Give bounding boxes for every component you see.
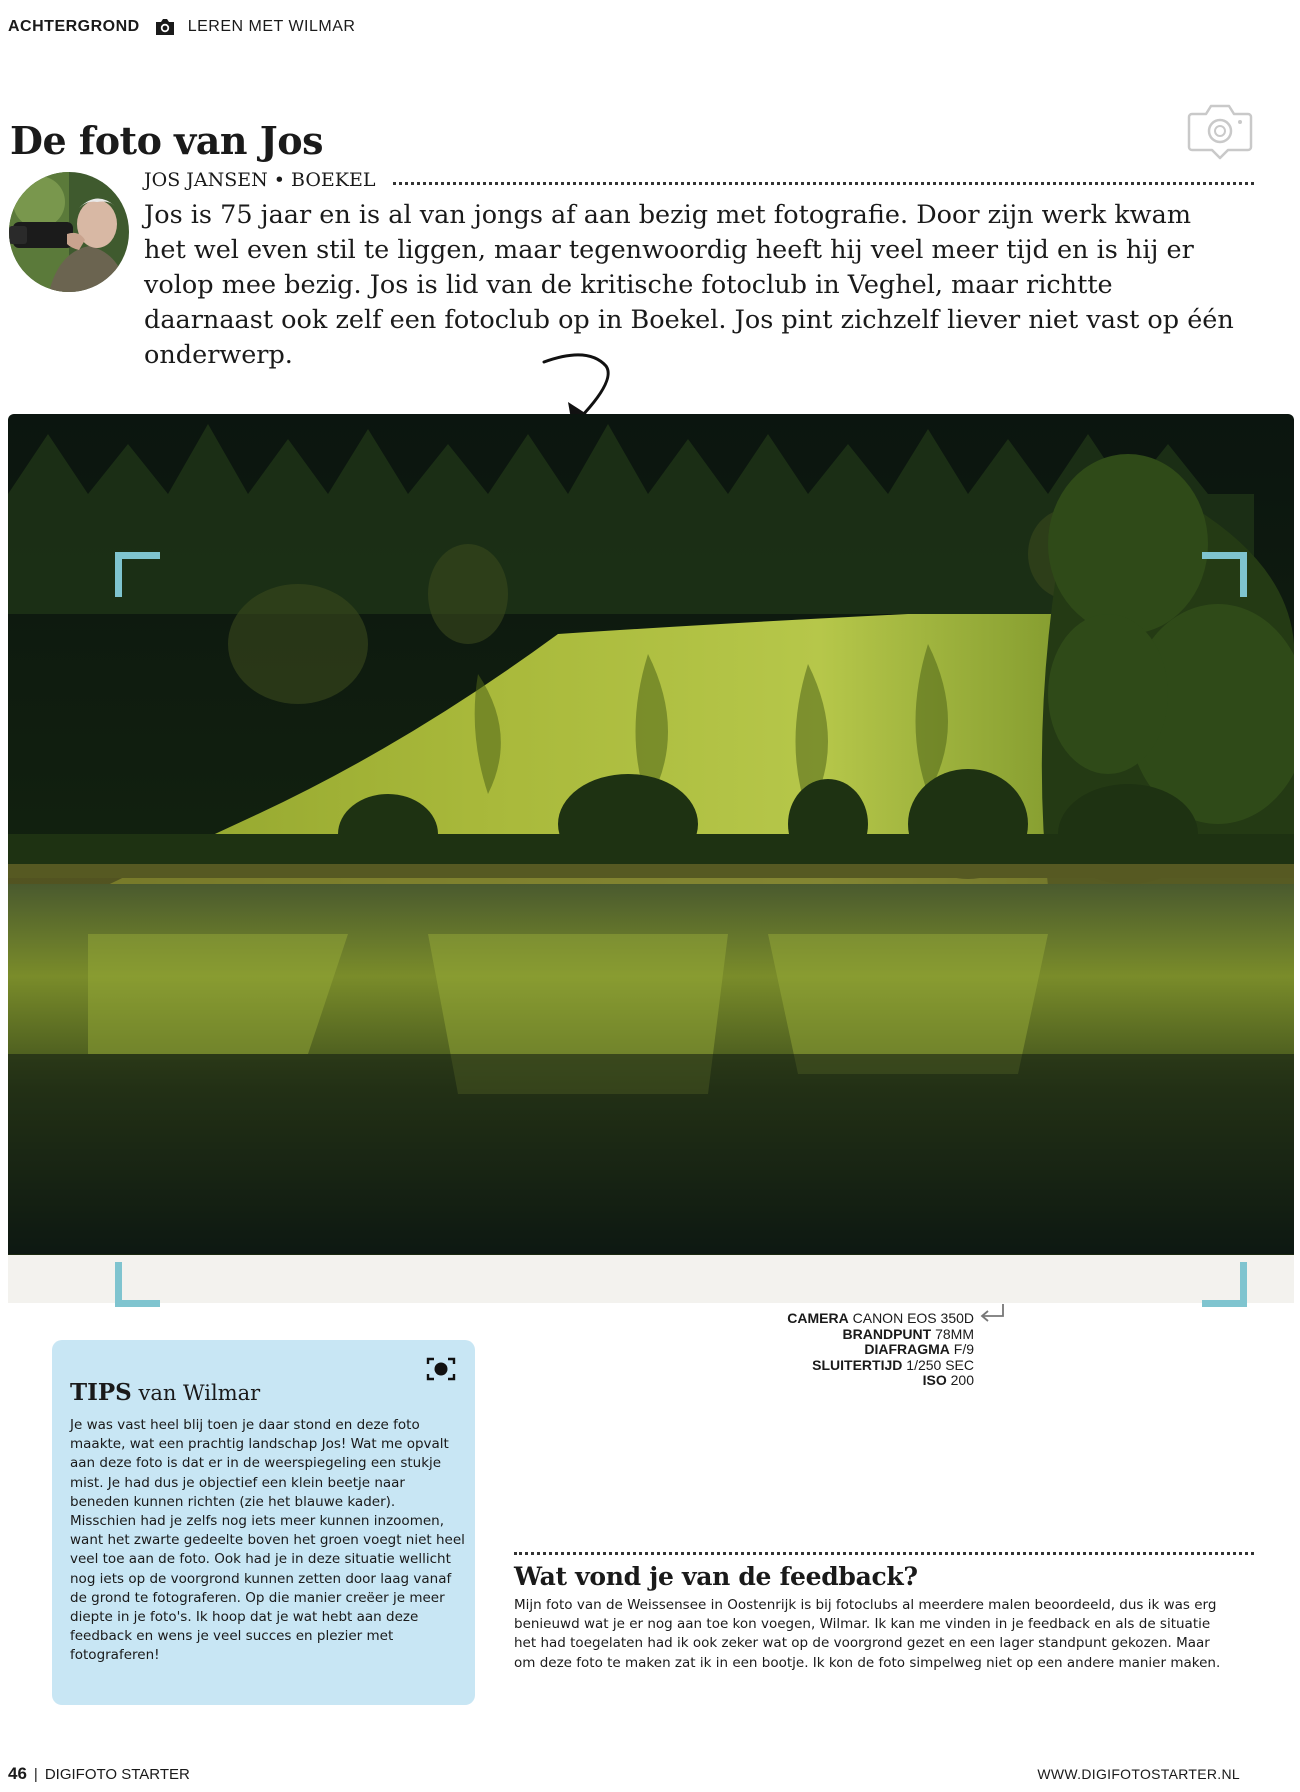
footer-separator: |	[33, 1765, 38, 1783]
camera-icon	[154, 17, 176, 37]
aperture-label: DIAFRAGMA	[864, 1341, 950, 1357]
tips-text: Je was vast heel blij toen je daar stond en deze foto maakte, wat een prachtig landschap Jos! Wat me opvalt aan deze foto is dat er in de weerspiegeling een stukje mist. Je had dus je objectief een klein beetje naar beneden kunnen richten (zie het blauwe kader). Misschien had je zelfs nog iets meer kunnen inzoomen, want het zwarte gedeelte boven het groen voegt niet heel veel toe aan de foto. Ook had je in deze situatie wellicht nog iets op de voorgrond kunnen zetten door laag vanaf de grond te fotograferen. Op die manier creëer je meer diepte in je foto's. Ik hoop dat je wat hebt aan deze feedback en wens je veel succes en plezier met fotograferen!	[70, 1417, 465, 1664]
focal-value: 78MM	[935, 1325, 974, 1342]
camera-label: CAMERA	[787, 1310, 849, 1326]
intro-text: Jos is 75 jaar en is al van jongs af aan bezig met fotografie. Door zijn werk kwam het wel even stil te liggen, maar tegenwoordig heeft hij veel meer tijd en is hij er volop mee bezig. Jos is lid van de kritische fotoclub in Veghel, maar richtte daarnaast ook zelf een fotoclub op in Boekel. Jos pint zichzelf liever niet vast op één onderwerp.	[144, 200, 1234, 370]
focal-label: BRANDPUNT	[842, 1325, 932, 1342]
feedback-text: Mijn foto van de Weissensee in Oostenrijk is bij fotoclubs al meerdere malen beoordeeld, dus ik was erg benieuwd wat je er nog aan toe kon voegen, Wilmar. Ik kan me vinden in je feedback en als de situatie het had toegelaten had ik ook zeker wat op de voorgrond gezet en een lager standpunt gekozen. Maar om deze foto te maken zat ik in een bootje. Ik kon de foto simpelweg niet op een andere manier maken.	[514, 1597, 1221, 1671]
feedback-title: Wat vond je van de feedback?	[514, 1562, 918, 1591]
section-label: ACHTERGROND	[8, 18, 140, 35]
crop-corner-bottom-right	[1202, 1262, 1247, 1307]
shutter-label: SLUITERTIJD	[812, 1356, 903, 1373]
author-avatar	[9, 172, 129, 292]
aperture-row	[760, 1342, 974, 1358]
tips-box	[52, 1340, 475, 1705]
tips-title-strong: TIPS	[70, 1379, 132, 1406]
photographer-portrait	[9, 172, 129, 292]
tips-title-rest: van Wilmar	[131, 1381, 261, 1405]
feedback-divider	[514, 1552, 1254, 1555]
iso-label: ISO	[922, 1372, 947, 1388]
top-header	[8, 16, 355, 38]
author-name: JOS JANSEN • BOEKEL	[144, 169, 376, 191]
aperture-value: F/9	[953, 1341, 974, 1357]
photo-info	[760, 1311, 974, 1389]
return-arrow-icon	[979, 1302, 1007, 1326]
website-link[interactable]: WWW.DIGIFOTOSTARTER.NL	[1037, 1766, 1240, 1782]
camera-value: CANON EOS 350D	[852, 1310, 974, 1326]
photo-strip	[8, 1255, 1294, 1303]
focal-row	[760, 1327, 974, 1343]
page-number: 46	[8, 1764, 27, 1783]
crop-corner-bottom-left	[115, 1262, 160, 1307]
iso-value: 200	[950, 1372, 974, 1388]
shutter-value: 1/250 SEC	[906, 1356, 974, 1373]
footer-left	[8, 1764, 190, 1784]
series-label: LEREN MET WILMAR	[187, 18, 356, 35]
iso-row	[760, 1373, 974, 1389]
byline	[144, 168, 1254, 192]
focus-camera-icon	[426, 1356, 456, 1382]
tips-title	[70, 1378, 260, 1406]
dotted-divider	[393, 182, 1254, 185]
magazine-name: DIGIFOTO STARTER	[44, 1765, 190, 1783]
crop-corner-top-right	[1202, 552, 1247, 597]
page-title: De foto van Jos	[10, 118, 323, 163]
shutter-row	[760, 1358, 974, 1374]
camera-row	[760, 1311, 974, 1327]
crop-corner-top-left	[115, 552, 160, 597]
camera-outline-icon	[1186, 100, 1254, 160]
landscape-photo	[8, 414, 1294, 1298]
